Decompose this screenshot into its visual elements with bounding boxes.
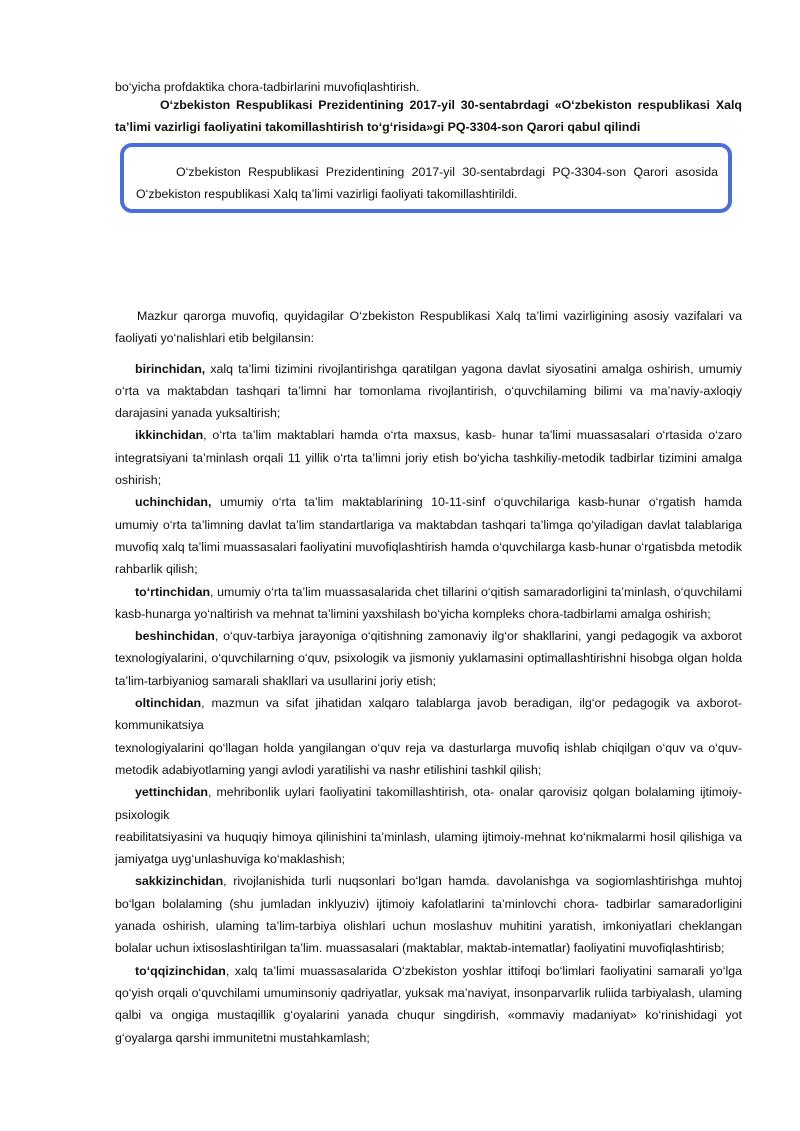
item-ordinal: birinchidan, <box>135 361 206 376</box>
callout-box <box>120 143 732 213</box>
list-item <box>115 692 742 737</box>
intro-paragraph: Mazkur qarorga muvofiq, quyidagilar O‘zbekiston Respublikasi Xalq ta’limi vazirligining asosiy vazifalari va faoliyati yo‘nalishlari etib belgilansin: <box>115 309 742 346</box>
item-ordinal: ikkinchidan <box>135 428 204 443</box>
list-item <box>115 424 742 491</box>
item-text: , xalq ta’limi muassasalarida O‘zbekiston yoshlar ittifoqi bo‘limlari faoliyatini samarali yo‘lga qo‘yish orqali o‘quvchilami umuminsoniy qadriyatlar, yuksak ma’naviyat, insonparvarlik ruliida tarbiyalash, ulaming qalbi va ongiga mustaqillik g‘oyalarini yanada chuqur singdirish, «ommaviy madaniyat» ko‘rinishidagi yot g‘oyalarga qarshi immunitetni mustahkamlash; <box>115 963 742 1045</box>
item-ordinal: to‘qqizinchidan <box>135 963 226 978</box>
top-line: bo‘yicha profdaktika chora-tadbirlarini muvofiqlashtirish. <box>115 80 420 94</box>
item-text: , rivojlanishida turli nuqsonlari bo‘lgan hamda. davolanishga va sogiomlashtirishga muhtoj bo‘lgan bolalaming (shu jumladan inklyuziv) ijtimoiy kafolatlarini ta’minlovchi chora- tadbirlar samaradorligini yanada oshirish, ulaming ta’lim-tarbiya olishlari uchun moslashuv muhitini yaratish, imkoniyatlari cheklangan bolalar uchun ixtisoslashtirilgan ta’lim. muassasalari (maktablar, maktab-intematlar) faoliyatini muvofiqlashtirisb; <box>115 874 742 956</box>
continuation-text: reabilitatsiyasini va huquqiy himoya qilinishini ta’minlash, ulaming ijtimoiy-mehnat ko‘nikmalarmi hosil qilishiga va jamiyatga uyg‘unlashuviga ko‘maklashish; <box>115 829 742 867</box>
item-text: , umumiy o‘rta ta’lim muassasalarida chet tillarini o‘qitish samaradorligini ta’minlash, o‘quvchilami kasb-hunarga yo‘naltirish va mehnat ta’limini yaxshilash bo‘yicha kompleks chora-tadbirlami amalga oshirish; <box>115 584 742 621</box>
body-text <box>115 305 742 1049</box>
item-ordinal: oltinchidan <box>135 696 202 711</box>
continuation-text: texnologiyalarini qo‘llagan holda yangilangan o‘quv reja va dasturlarga muvofiq ishlab chiqilgan o‘quv va o‘quv-metodik adabiyotlaming yangi avlodi yaratilishi va nashr etilishini tashkil qilish; <box>115 740 742 777</box>
item-text: , mazmun va sifat jihatidan xalqaro talablarga javob beradigan, ilg‘or pedagogik va axborot-kommunikatsiya <box>115 696 742 733</box>
item-text: , o‘quv-tarbiya jarayoniga o‘qitishning zamonaviy ilg‘or shakllarini, yangi pedagogik va axborot texnologiyalarini, o‘quvchilarning o‘quv, psixologik va jismoniy yuklamasini optimallashtirishni hisobga olgan holda ta’lim-tarbiyaniog samarali shakllari va usullarini joriy etish; <box>115 629 742 688</box>
list-item <box>115 625 742 692</box>
list-item <box>115 870 742 959</box>
item-ordinal: uchinchidan, <box>135 495 212 510</box>
item-text: umumiy o‘rta ta’lim maktablarining 10-11-sinf o‘quvchilariga kasb-hunar o‘rgatish hamda umumiy o‘rta ta’limning davlat ta’lim standartlariga va maktabdan tashqari ta’limga qo‘yiladigan davlat talablariga muvofiq xalq ta’limi muassasalari faoliyatini muvofiqlashtirish hamda o‘quvchilarga kasb-hunar o‘rgatisbda metodik rahbarlik qilish; <box>115 495 742 577</box>
list-item <box>115 960 742 1049</box>
item-text: xalq ta’limi tizimini rivojlantirishga qaratilgan yagona davlat siyosatini amalga oshirish, umumiy o‘rta va maktabdan tashqari ta’limni har tomonlama rivojlantirish, o‘quvchilaming bilimi va ma’naviy-axloqiy darajasini yanada yuksaltirish; <box>115 361 742 421</box>
decree-heading: O‘zbekiston Respublikasi Prezidentining 2017-yil 30-sentabrdagi «O‘zbekiston respublikasi Xalq ta’limi vazirligi faoliyatini takomillashtirish to‘g‘risida»gi PQ-3304-son Qarori qabul qilindi <box>115 98 742 134</box>
item-text: , o‘rta ta’lim maktablari hamda o‘rta maxsus, kasb- hunar ta’limi muassasalari o‘rtasida o‘zaro integratsiyani ta’minlash orqali 11 yillik o‘rta ta’limni joriy etish bo‘yicha tashkiliy-metodik tadbirlar tizimini amalga oshirish; <box>115 428 742 488</box>
list-item <box>115 358 742 425</box>
list-item <box>115 781 742 826</box>
item-ordinal: to‘rtinchidan <box>135 584 211 599</box>
item-ordinal: yettinchidan <box>135 785 208 800</box>
item-text: , mehribonlik uylari faoliyatini takomillashtirish, ota- onalar qarovisiz qolgan bolalaming ijtimoiy-psixologik <box>115 785 742 822</box>
item-ordinal: sakkizinchidan <box>135 874 224 889</box>
callout-text: O‘zbekiston Respublikasi Prezidentining 2017-yil 30-sentabrdagi PQ-3304-son Qarori asosida O‘zbekiston respublikasi Xalq ta’limi vazirligi faoliyati takomillashtirildi. <box>136 165 718 201</box>
list-item <box>115 491 742 580</box>
list-item <box>115 581 742 626</box>
item-ordinal: beshinchidan <box>135 629 215 644</box>
